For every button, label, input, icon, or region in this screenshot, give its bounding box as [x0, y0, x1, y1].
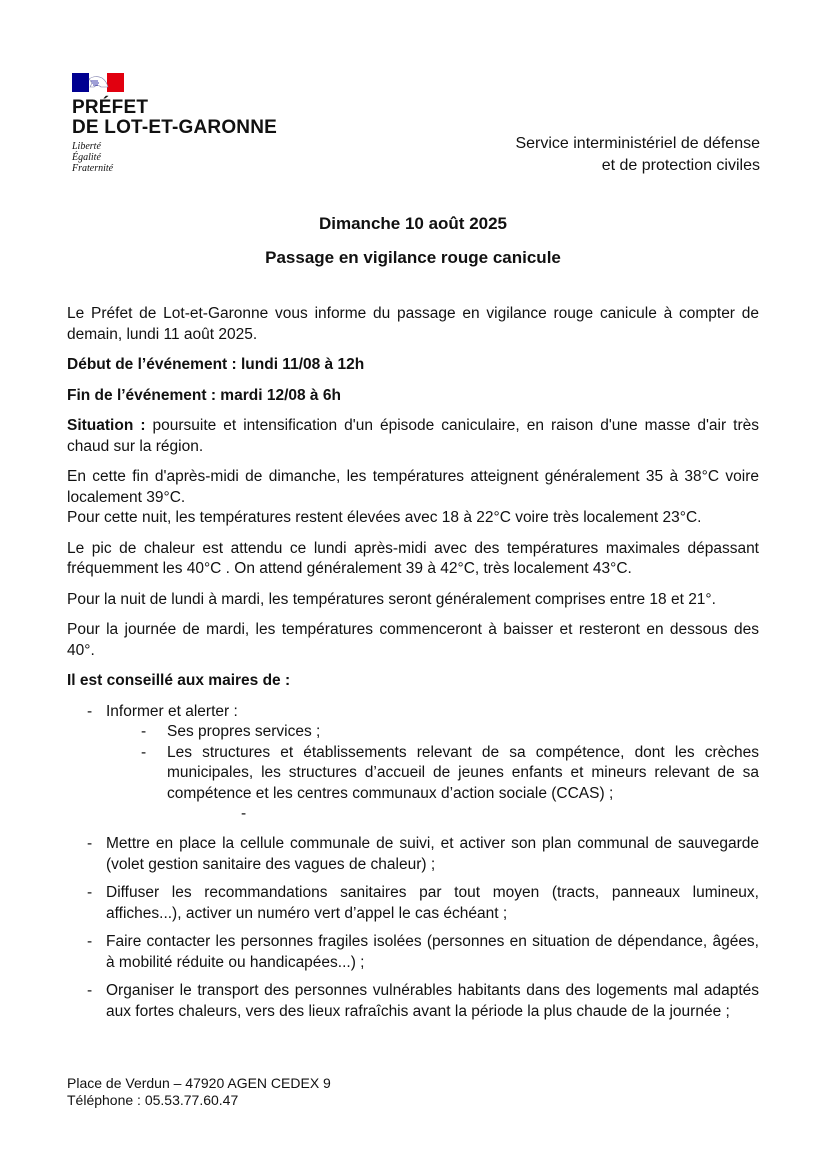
- service-line2: et de protection civiles: [601, 157, 760, 174]
- service-line1: Service interministériel de défense: [515, 135, 760, 152]
- situation-label: Situation :: [67, 417, 146, 434]
- list-item-transport: - Organiser le transport des personnes vulnérables habitants dans des logements mal adaptés aux fortes chaleurs, vers des lieux rafraîchis avant la période la plus chaude de la journée ;: [67, 981, 759, 1022]
- prefecture-logo: [72, 73, 277, 174]
- heat-peak-paragraph: Le pic de chaleur est attendu ce lundi après-midi avec des températures maximales dépassant fréquemment les 40°C . On attend généralement 39 à 42°C, très localement 43°C.: [67, 539, 759, 577]
- night-monday-tuesday: Pour la nuit de lundi à mardi, les températures seront généralement comprises entre 18 et 21°.: [67, 590, 716, 608]
- situation-text: poursuite et intensification d'un épisode caniculaire, en raison d'une masse d'air très chaud sur la région.: [67, 417, 759, 455]
- tuesday-paragraph: Pour la journée de mardi, les températures commenceront à baisser et resteront en dessous des 40°.: [67, 621, 759, 659]
- sublist-item-structures: - Les structures et établissements relevant de sa compétence, dont les crèches municipales, les structures d’accueil de jeunes enfants et mineurs relevant de sa compétence et les centres communaux d’action sociale (CCAS) ;: [106, 743, 759, 805]
- republic-motto: [72, 141, 277, 174]
- motto-liberte: Liberté: [72, 141, 101, 152]
- temperature-night: Pour cette nuit, les températures restent élevées avec 18 à 22°C voire très localement 23°C.: [67, 509, 702, 526]
- intro-paragraph: Le Préfet de Lot-et-Garonne vous informe du passage en vigilance rouge canicule à compter de demain, lundi 11 août 2025.: [67, 305, 759, 343]
- motto-fraternite: Fraternité: [72, 163, 114, 174]
- inform-sublist: [106, 722, 759, 804]
- prefet-line2: DE LOT-ET-GARONNE: [72, 117, 278, 138]
- footer-address: Place de Verdun – 47920 AGEN CEDEX 9: [67, 1075, 331, 1091]
- document-titles: [0, 212, 826, 270]
- list-item: [67, 702, 759, 827]
- prefet-line1: PRÉFET: [72, 97, 149, 118]
- list-item-contacter: - Faire contacter les personnes fragiles isolées (personnes en situation de dépendance, âgées, à mobilité réduite ou handicapées...) ;: [67, 932, 759, 973]
- footer: [67, 1075, 331, 1109]
- advice-heading: Il est conseillé aux maires de :: [67, 672, 291, 689]
- event-end: Fin de l’événement : mardi 12/08 à 6h: [67, 386, 341, 404]
- document-body: [67, 304, 759, 1030]
- list-item-diffuser: - Diffuser les recommandations sanitaires par tout moyen (tracts, panneaux lumineux, affiches...), activer un numéro vert d’appel le cas échéant ;: [67, 883, 759, 924]
- sublist-item-services: - Ses propres services ;: [106, 722, 759, 743]
- service-name: [515, 133, 760, 177]
- motto-egalite: Égalité: [72, 152, 101, 163]
- inform-item: - Informer et alerter :: [106, 702, 238, 720]
- prefecture-name: [72, 98, 277, 138]
- situation-paragraph: [67, 416, 759, 457]
- republic-flag-icon: [72, 73, 124, 92]
- footer-phone: Téléphone : 05.53.77.60.47: [67, 1092, 239, 1108]
- stray-dash: -: [241, 805, 247, 822]
- temperature-evening: En cette fin d'après-midi de dimanche, les températures atteignent généralement 35 à 38°C voire localement 39°C.: [67, 468, 759, 506]
- subject-title: Passage en vigilance rouge canicule: [265, 248, 561, 267]
- date-title: Dimanche 10 août 2025: [318, 214, 508, 233]
- list-item-cellule: - Mettre en place la cellule communale de suivi, et activer son plan communal de sauvegarde (volet gestion sanitaire des vagues de chaleur) ;: [67, 834, 759, 875]
- advice-list: [67, 702, 759, 1023]
- event-start: Début de l’événement : lundi 11/08 à 12h: [67, 356, 365, 373]
- marianne-icon: [86, 75, 110, 90]
